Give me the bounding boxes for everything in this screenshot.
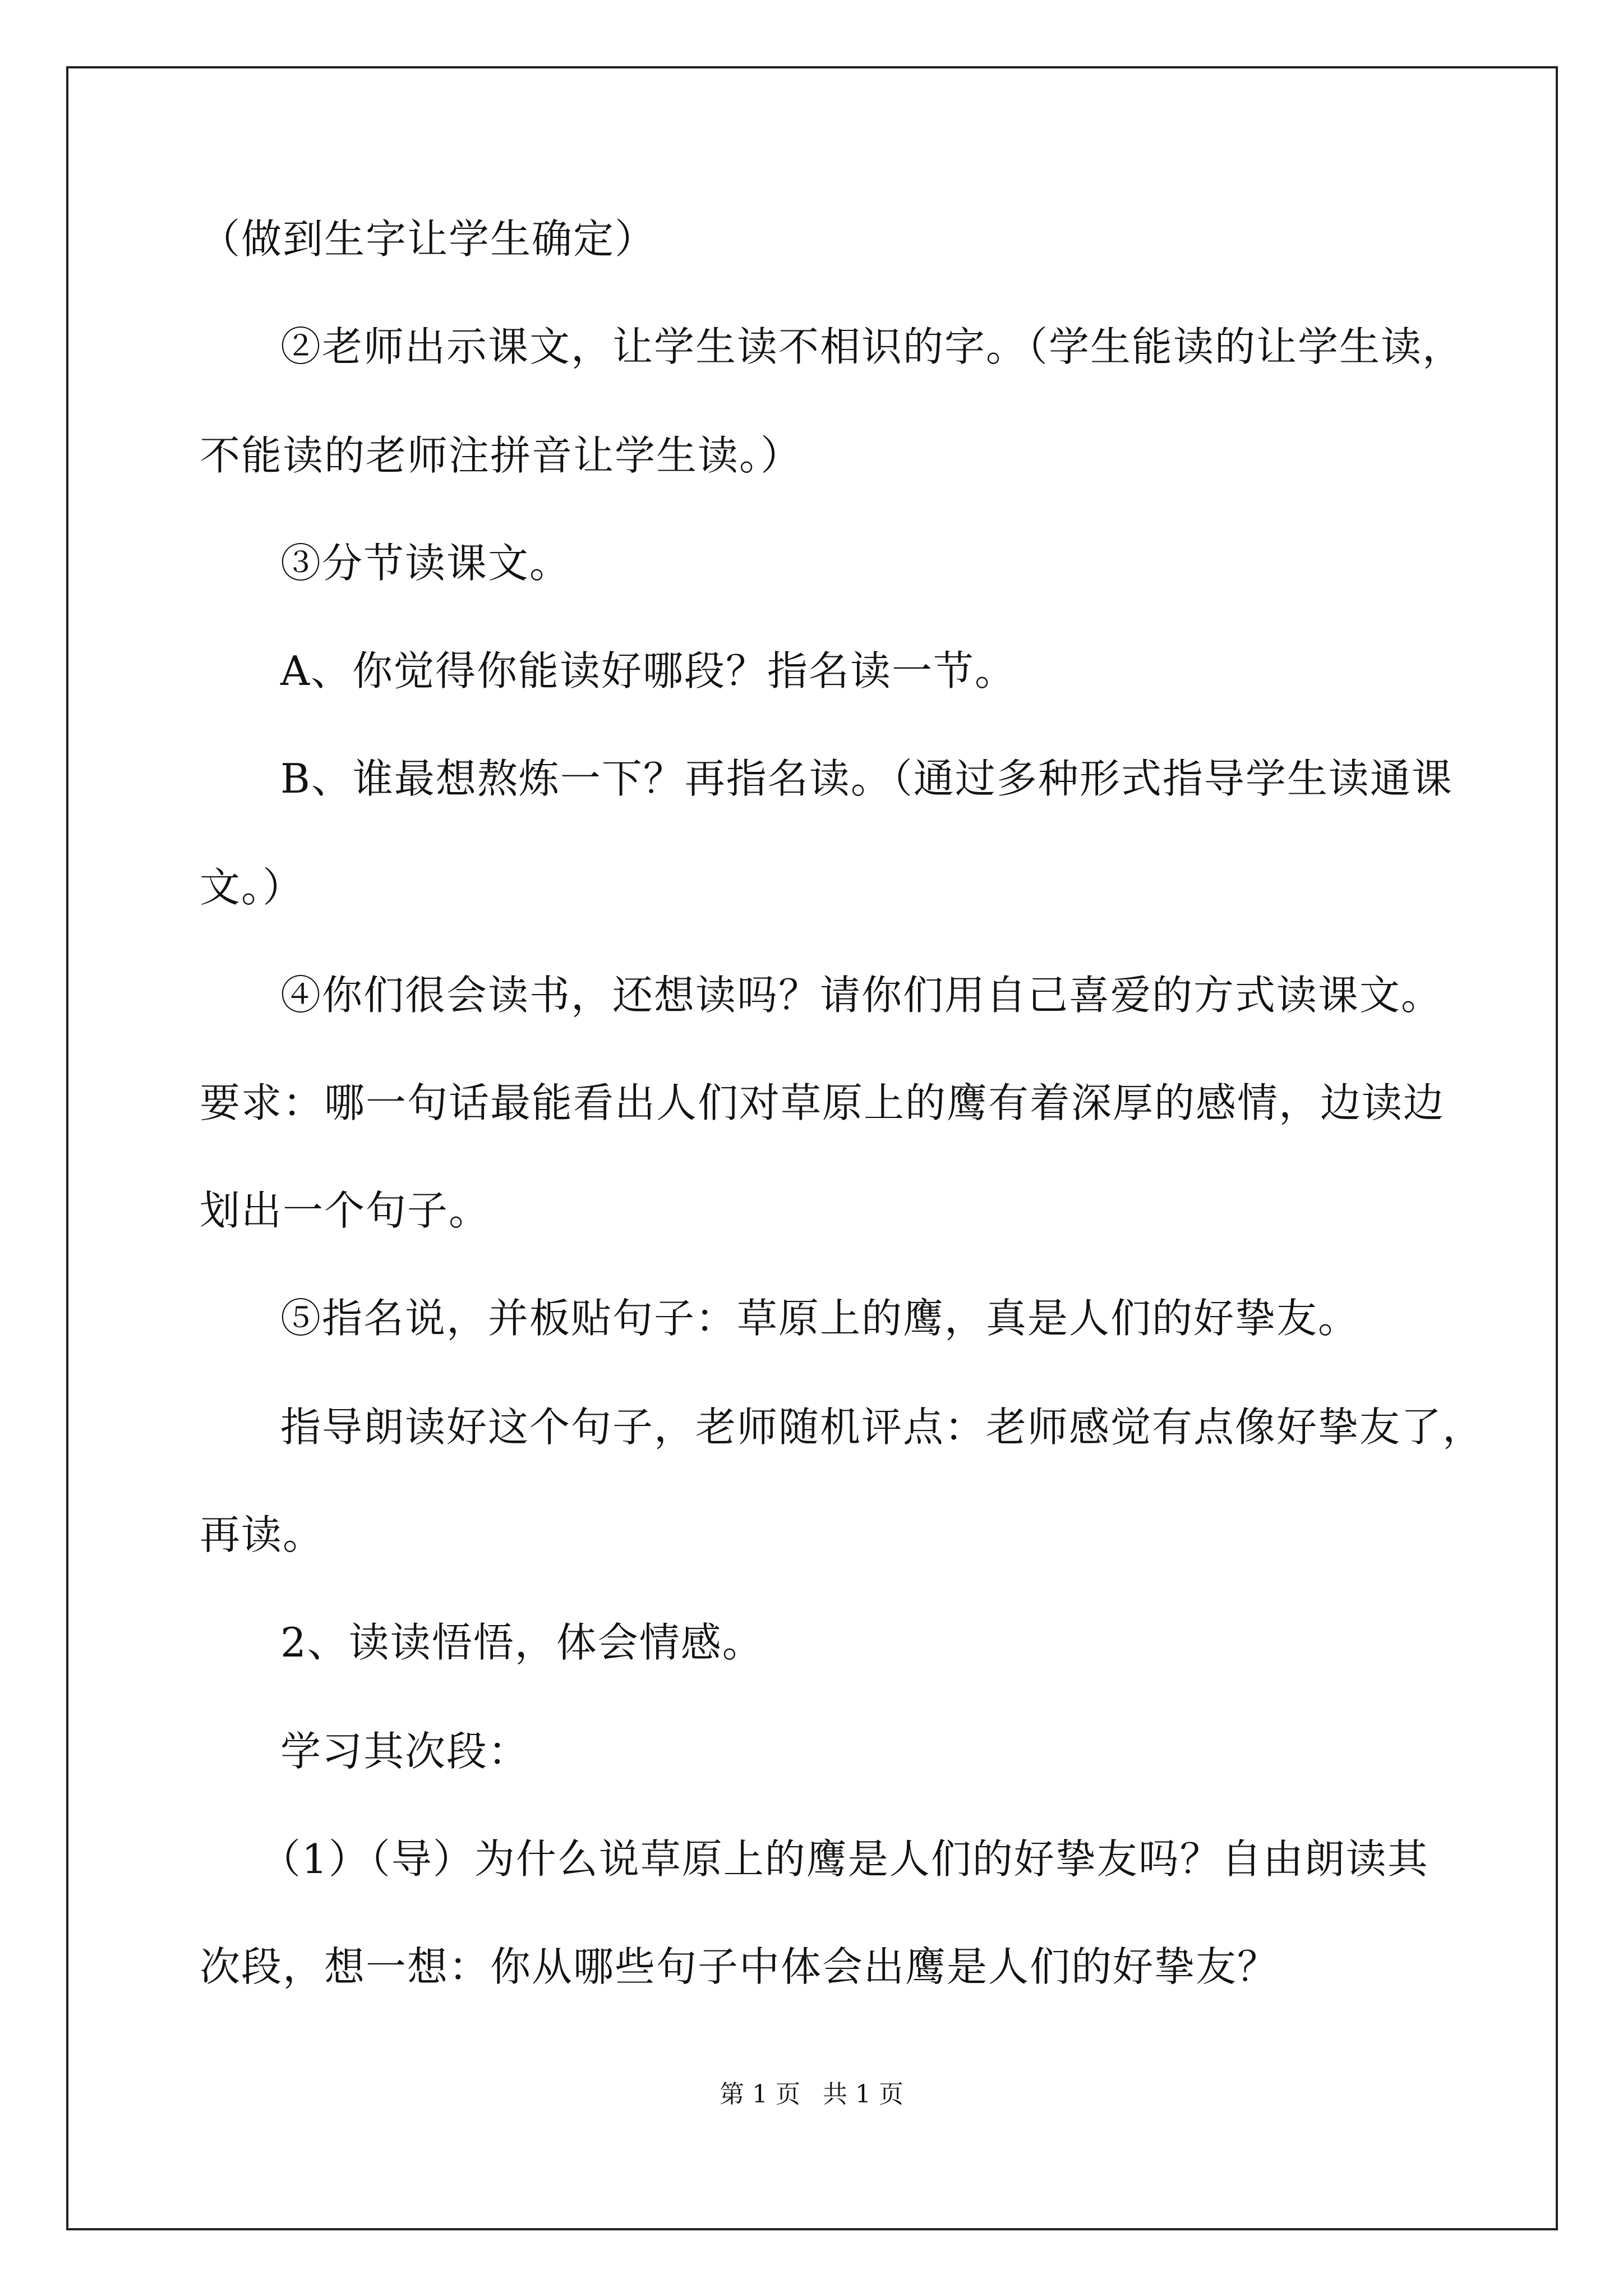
text-line: A、你觉得你能读好哪段？指名读一节。: [280, 647, 1016, 694]
text-line: ④你们很会读书，还想读吗？请你们用自己喜爱的方式读课文。: [280, 972, 1443, 1019]
text-line: 2、读读悟悟，体会情感。: [280, 1619, 764, 1666]
text-line: 不能读的老师注拼音让学生读。）: [200, 432, 803, 479]
text-line: 次段，想一想：你从哪些句子中体会出鹰是人们的好挚友？: [200, 1943, 1279, 1990]
text-line: ②老师出示课文，让学生读不相识的字。（学生能读的让学生读，: [280, 323, 1464, 370]
text-line: 划出一个句子。: [200, 1187, 491, 1234]
text-line: 要求：哪一句话最能看出人们对草原上的鹰有着深厚的感情，边读边: [200, 1079, 1445, 1126]
text-line: 再读。: [200, 1511, 325, 1558]
page-border: [66, 66, 1558, 2230]
text-line: 文。）: [200, 864, 305, 911]
text-line: （做到生字让学生确定）: [200, 215, 657, 263]
text-line: 学习其次段：: [280, 1728, 530, 1775]
page-footer: [0, 2082, 1623, 2107]
page-total: 共 1 页: [823, 2080, 903, 2109]
text-line: ③分节读课文。: [280, 540, 571, 587]
text-line: （1）（导）为什么说草原上的鹰是人们的好挚友吗？自由朗读其: [260, 1835, 1429, 1883]
text-line: ⑤指名说，并板贴句子：草原上的鹰，真是人们的好挚友。: [280, 1295, 1360, 1342]
text-line: B、谁最想熬炼一下？再指名读。（通过多种形式指导学生读通课: [280, 755, 1453, 802]
page-number: 第 1 页: [720, 2080, 800, 2109]
text-line: 指导朗读好这个句子，老师随机评点：老师感觉有点像好挚友了，: [280, 1404, 1484, 1451]
